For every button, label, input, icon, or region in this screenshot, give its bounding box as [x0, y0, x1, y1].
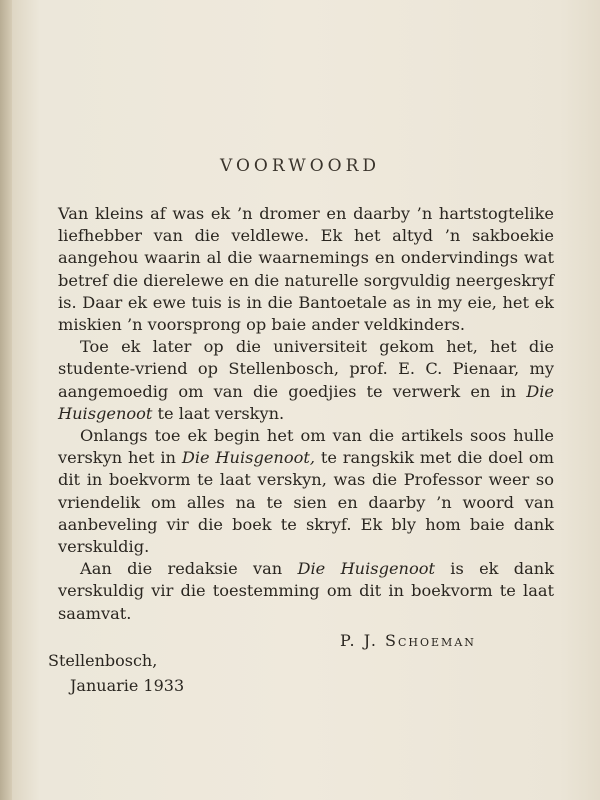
page-gutter — [0, 0, 12, 800]
publication-title: Die Huisgenoot, — [181, 448, 315, 468]
paragraph-2-text-a: Toe ek later op die universiteit gekom het, het die studente-vriend op Stellenbosch, prof. E. C. Pienaar, my aangemoedig om van die goedjies te verwerk en in — [58, 337, 554, 401]
paragraph-4 — [58, 558, 554, 625]
page-title: VOORWOORD — [219, 156, 381, 176]
paragraph-2 — [58, 336, 554, 425]
foreword-text — [58, 203, 554, 625]
paragraph-2-text-b: te laat verskyn. — [157, 403, 285, 423]
paragraph-4-text-a: Aan die redaksie van — [80, 559, 283, 579]
paragraph-3-text-b: te rangskik met die doel om dit in boekvorm te laat verskyn, was die Professor weer so vriendelik om alles na te sien en daarby ’n woord van aanbeveling vir die boek te skryf. Ek bly hom baie dank verskuldig. — [58, 448, 554, 557]
publication-title: Die Huisgenoot — [58, 381, 554, 423]
author-signature: P. J. Schoeman — [340, 631, 476, 650]
publication-title: Die Huisgenoot — [297, 559, 435, 579]
paragraph-3 — [58, 425, 554, 558]
place-line: Stellenbosch, — [48, 651, 158, 670]
paragraph-1: Van kleins af was ek ’n dromer en daarby ’n hartstogtelike liefhebber van die veldlewe. Ek het altyd ’n sakboekie aangehou waarin al die waarnemings en ondervindings wat betref die dierelewe en die naturelle sorgvuldig neergeskryf is. Daar ek ewe tuis is in die Bantoetale as in my eie, het ek miskien ’n voorsprong op baie ander veldkinders. — [58, 204, 554, 335]
paragraph-3-text-a: Onlangs toe ek begin het om van die artikels soos hulle verskyn het in — [58, 426, 554, 468]
date-line: Januarie 1933 — [70, 676, 185, 695]
paragraph-4-text-b: is ek dank verskuldig vir die toestemming om dit in boekvorm te laat saamvat. — [58, 559, 555, 623]
